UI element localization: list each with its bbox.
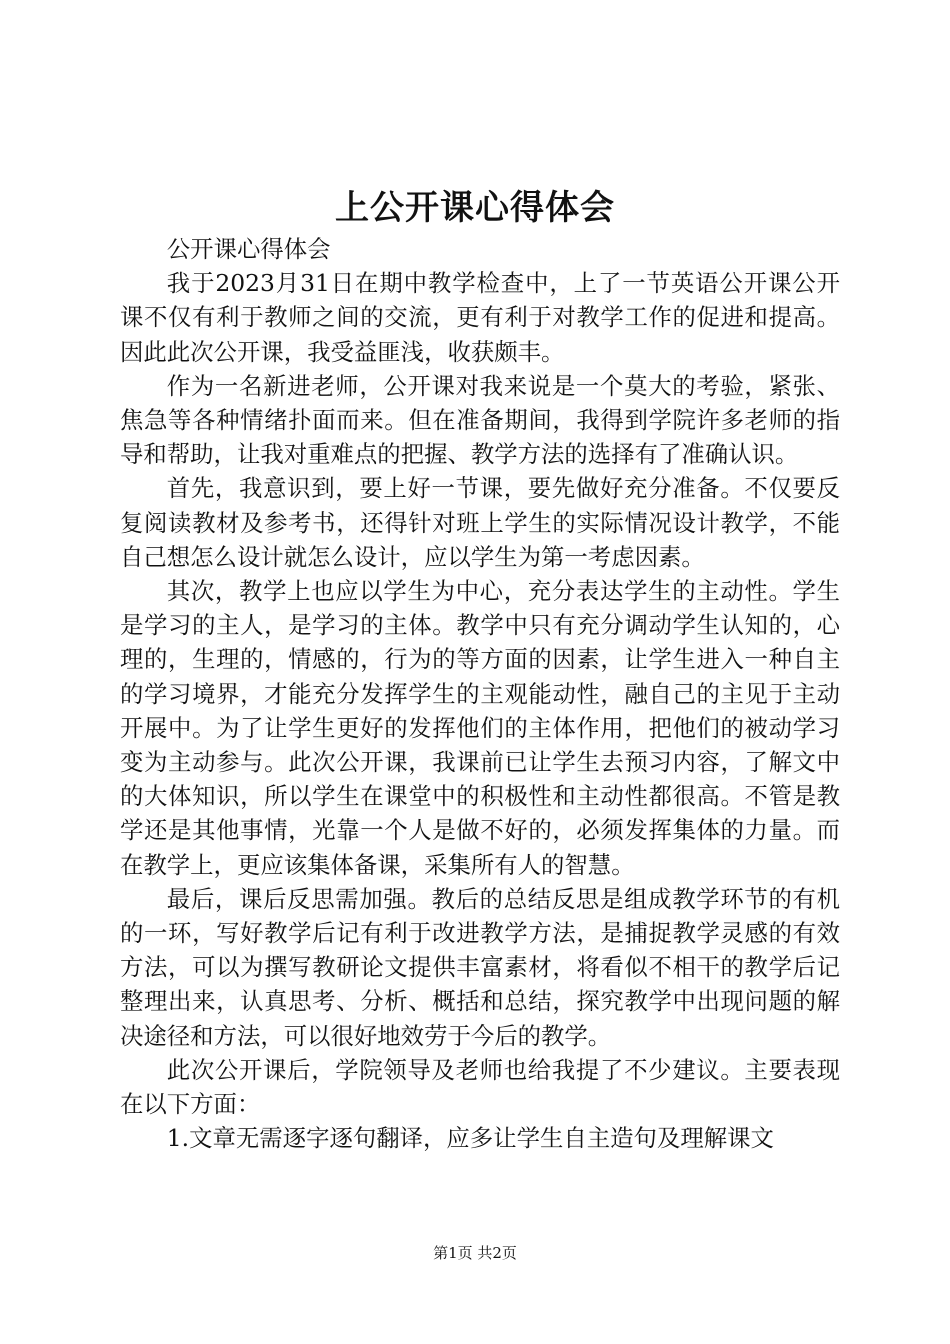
- page-footer: 第1页 共2页: [433, 1244, 517, 1262]
- paragraph: 1.文章无需逐字逐句翻译，应多让学生自主造句及理解课文: [166, 1124, 774, 1153]
- paragraph: 最后，课后反思需加强。教后的总结反思是组成教学环节的有机的一环，写好教学后记有利于改进教学方法，是捕捉教学灵感的有效方法，可以为撰写教研论文提供丰富素材，将看似不相干的教学后记整理出来，认真思考、分析、概括和总结，探究教学中出现问题的解决途径和方法，可以很好地效劳于今后的教学。: [120, 884, 840, 1050]
- document-title: 上公开课心得体会: [335, 188, 615, 228]
- paragraph: 此次公开课后，学院领导及老师也给我提了不少建议。主要表现在以下方面：: [120, 1055, 840, 1119]
- paragraph: 作为一名新进老师，公开课对我来说是一个莫大的考验，紧张、焦急等各种情绪扑面而来。但在准备期间，我得到学院许多老师的指导和帮助，让我对重难点的把握、教学方法的选择有了准确认识。: [120, 371, 840, 469]
- paragraph: 其次，教学上也应以学生为中心，充分表达学生的主动性。学生是学习的主人，是学习的主体。教学中只有充分调动学生认知的，心理的，生理的，情感的，行为的等方面的因素，让学生进入一种自主的学习境界，才能充分发挥学生的主观能动性，融自己的主见于主动开展中。为了让学生更好的发挥他们的主体作用，把他们的被动学习变为主动参与。此次公开课，我课前已让学生去预习内容，了解文中的大体知识，所以学生在课堂中的积极性和主动性都很高。不管是教学还是其他事情，光靠一个人是做不好的，必须发挥集体的力量。而在教学上，更应该集体备课，采集所有人的智慧。: [120, 577, 840, 879]
- paragraph: 我于2023月31日在期中教学检查中，上了一节英语公开课公开课不仅有利于教师之间的交流，更有利于对教学工作的促进和提高。因此此次公开课，我受益匪浅，收获颇丰。: [120, 269, 840, 366]
- document-body: [120, 232, 840, 1155]
- paragraph: 首先，我意识到，要上好一节课，要先做好充分准备。不仅要反复阅读教材及参考书，还得针对班上学生的实际情况设计教学，不能自己想怎么设计就怎么设计，应以学生为第一考虑因素。: [120, 474, 840, 571]
- paragraph: 公开课心得体会: [166, 235, 331, 263]
